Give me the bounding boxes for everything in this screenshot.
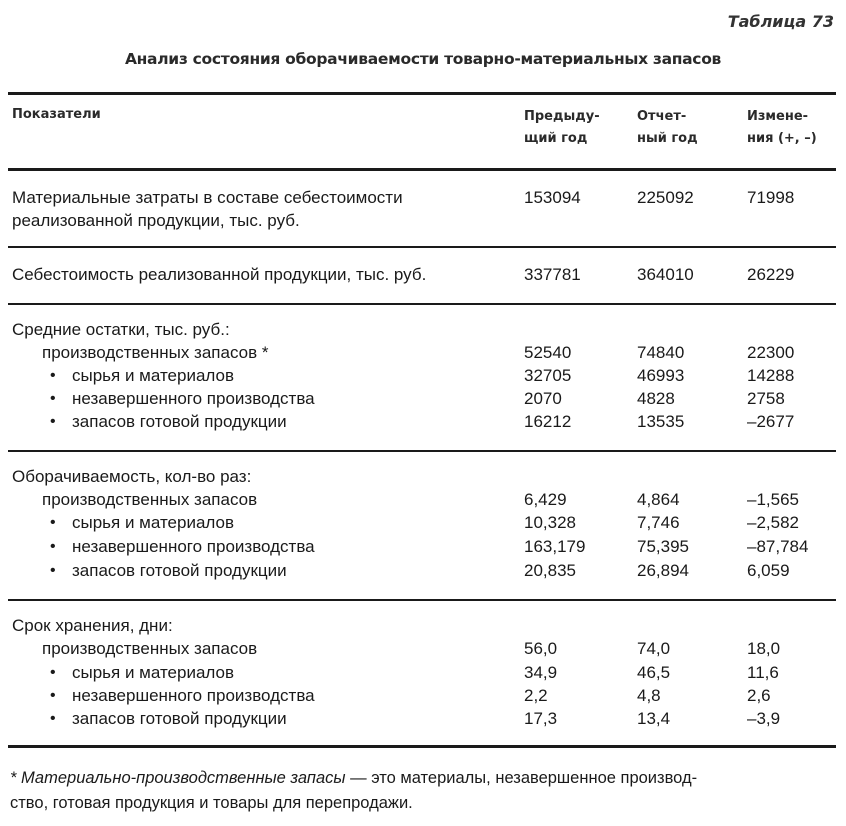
section-rule — [8, 450, 836, 452]
section-heading-storage — [0, 614, 846, 637]
value-change: 6,059 — [747, 561, 790, 580]
row-label: • незавершенного производства — [72, 535, 315, 558]
table-row — [0, 684, 846, 707]
value-change: 14288 — [747, 366, 795, 385]
table-row — [0, 488, 846, 511]
value-change: –2677 — [747, 412, 795, 431]
section-heading: Срок хранения, дни: — [12, 616, 173, 635]
header-bottom-rule — [8, 168, 836, 171]
header-prev-year: Предыду- щий год — [524, 109, 600, 146]
header-top-rule — [8, 92, 836, 95]
table-title: Анализ состояния оборачиваемости товарно-материальных запасов — [124, 50, 722, 68]
value-prev: 34,9 — [524, 663, 558, 682]
value-prev: 20,835 — [524, 561, 576, 580]
header-report-year: Отчет- ный год — [637, 109, 698, 146]
section-heading-avg-balances — [0, 318, 846, 341]
value-report: 225092 — [637, 188, 694, 207]
footnote-text-cont: ство, готовая продукция и товары для перепродажи. — [10, 794, 413, 812]
value-prev: 16212 — [524, 412, 572, 431]
section-heading: Оборачиваемость, кол-во раз: — [12, 467, 252, 486]
header-change: Измене- ния (+, –) — [747, 109, 817, 146]
value-change: –2,582 — [747, 513, 799, 532]
value-change: 18,0 — [747, 639, 781, 658]
row-label: производственных запасов — [42, 490, 258, 509]
value-change: 2,6 — [747, 686, 771, 705]
value-change: –1,565 — [747, 490, 799, 509]
table-row — [0, 511, 846, 534]
table-row — [0, 410, 846, 433]
value-report: 46,5 — [637, 663, 671, 682]
value-change: 2758 — [747, 389, 785, 408]
value-prev: 2070 — [524, 389, 562, 408]
row-label: производственных запасов — [42, 639, 258, 658]
value-prev: 56,0 — [524, 639, 558, 658]
value-report: 4,864 — [637, 490, 680, 509]
table-row — [0, 364, 846, 387]
table-row — [0, 341, 846, 364]
value-prev: 10,328 — [524, 513, 576, 532]
row-material-costs — [0, 186, 846, 209]
value-prev: 163,179 — [524, 537, 586, 556]
value-report: 26,894 — [637, 561, 689, 580]
value-prev: 337781 — [524, 265, 581, 284]
section-rule — [8, 246, 836, 248]
section-rule — [8, 303, 836, 305]
value-report: 13,4 — [637, 709, 671, 728]
row-label: • запасов готовой продукции — [72, 410, 287, 433]
table-number: Таблица 73 — [727, 12, 834, 31]
table-row — [0, 707, 846, 730]
section-heading-turnover — [0, 465, 846, 488]
value-report: 74840 — [637, 343, 685, 362]
value-report: 75,395 — [637, 537, 689, 556]
footnote — [10, 766, 834, 816]
row-label: производственных запасов * — [42, 343, 269, 362]
value-report: 46993 — [637, 366, 685, 385]
row-label: • сырья и материалов — [72, 511, 234, 534]
value-report: 4,8 — [637, 686, 661, 705]
value-prev: 52540 — [524, 343, 572, 362]
row-label: • незавершенного производства — [72, 684, 315, 707]
row-label: реализованной продукции, тыс. руб. — [12, 211, 300, 230]
value-report: 4828 — [637, 389, 675, 408]
value-prev: 32705 — [524, 366, 572, 385]
row-material-costs-cont — [0, 209, 846, 232]
table-row — [0, 387, 846, 410]
row-label: • сырья и материалов — [72, 661, 234, 684]
value-change: 71998 — [747, 188, 795, 207]
table-bottom-rule — [8, 745, 836, 748]
value-change: –87,784 — [747, 537, 809, 556]
value-prev: 2,2 — [524, 686, 548, 705]
value-report: 74,0 — [637, 639, 671, 658]
row-label: Себестоимость реализованной продукции, тыс. руб. — [12, 265, 427, 284]
value-report: 13535 — [637, 412, 685, 431]
row-label: Материальные затраты в составе себестоимости — [12, 188, 403, 207]
value-prev: 153094 — [524, 188, 581, 207]
value-change: 26229 — [747, 265, 795, 284]
value-report: 364010 — [637, 265, 694, 284]
table-row — [0, 661, 846, 684]
value-change: –3,9 — [747, 709, 781, 728]
section-heading: Средние остатки, тыс. руб.: — [12, 320, 230, 339]
value-prev: 6,429 — [524, 490, 567, 509]
header-indicators: Показатели — [12, 107, 101, 122]
row-cost-of-sales — [0, 263, 846, 286]
section-rule — [8, 599, 836, 601]
row-label: • незавершенного производства — [72, 387, 315, 410]
value-change: 11,6 — [747, 663, 779, 682]
value-prev: 17,3 — [524, 709, 558, 728]
footnote-text: — это материалы, незавершенное производ- — [345, 769, 698, 787]
table-row — [0, 637, 846, 660]
row-label: • запасов готовой продукции — [72, 707, 287, 730]
value-change: 22300 — [747, 343, 795, 362]
row-label: • сырья и материалов — [72, 364, 234, 387]
footnote-term: * Материально-производственные запасы — [10, 769, 346, 787]
table-row — [0, 535, 846, 558]
table-row — [0, 559, 846, 582]
value-report: 7,746 — [637, 513, 680, 532]
row-label: • запасов готовой продукции — [72, 559, 287, 582]
